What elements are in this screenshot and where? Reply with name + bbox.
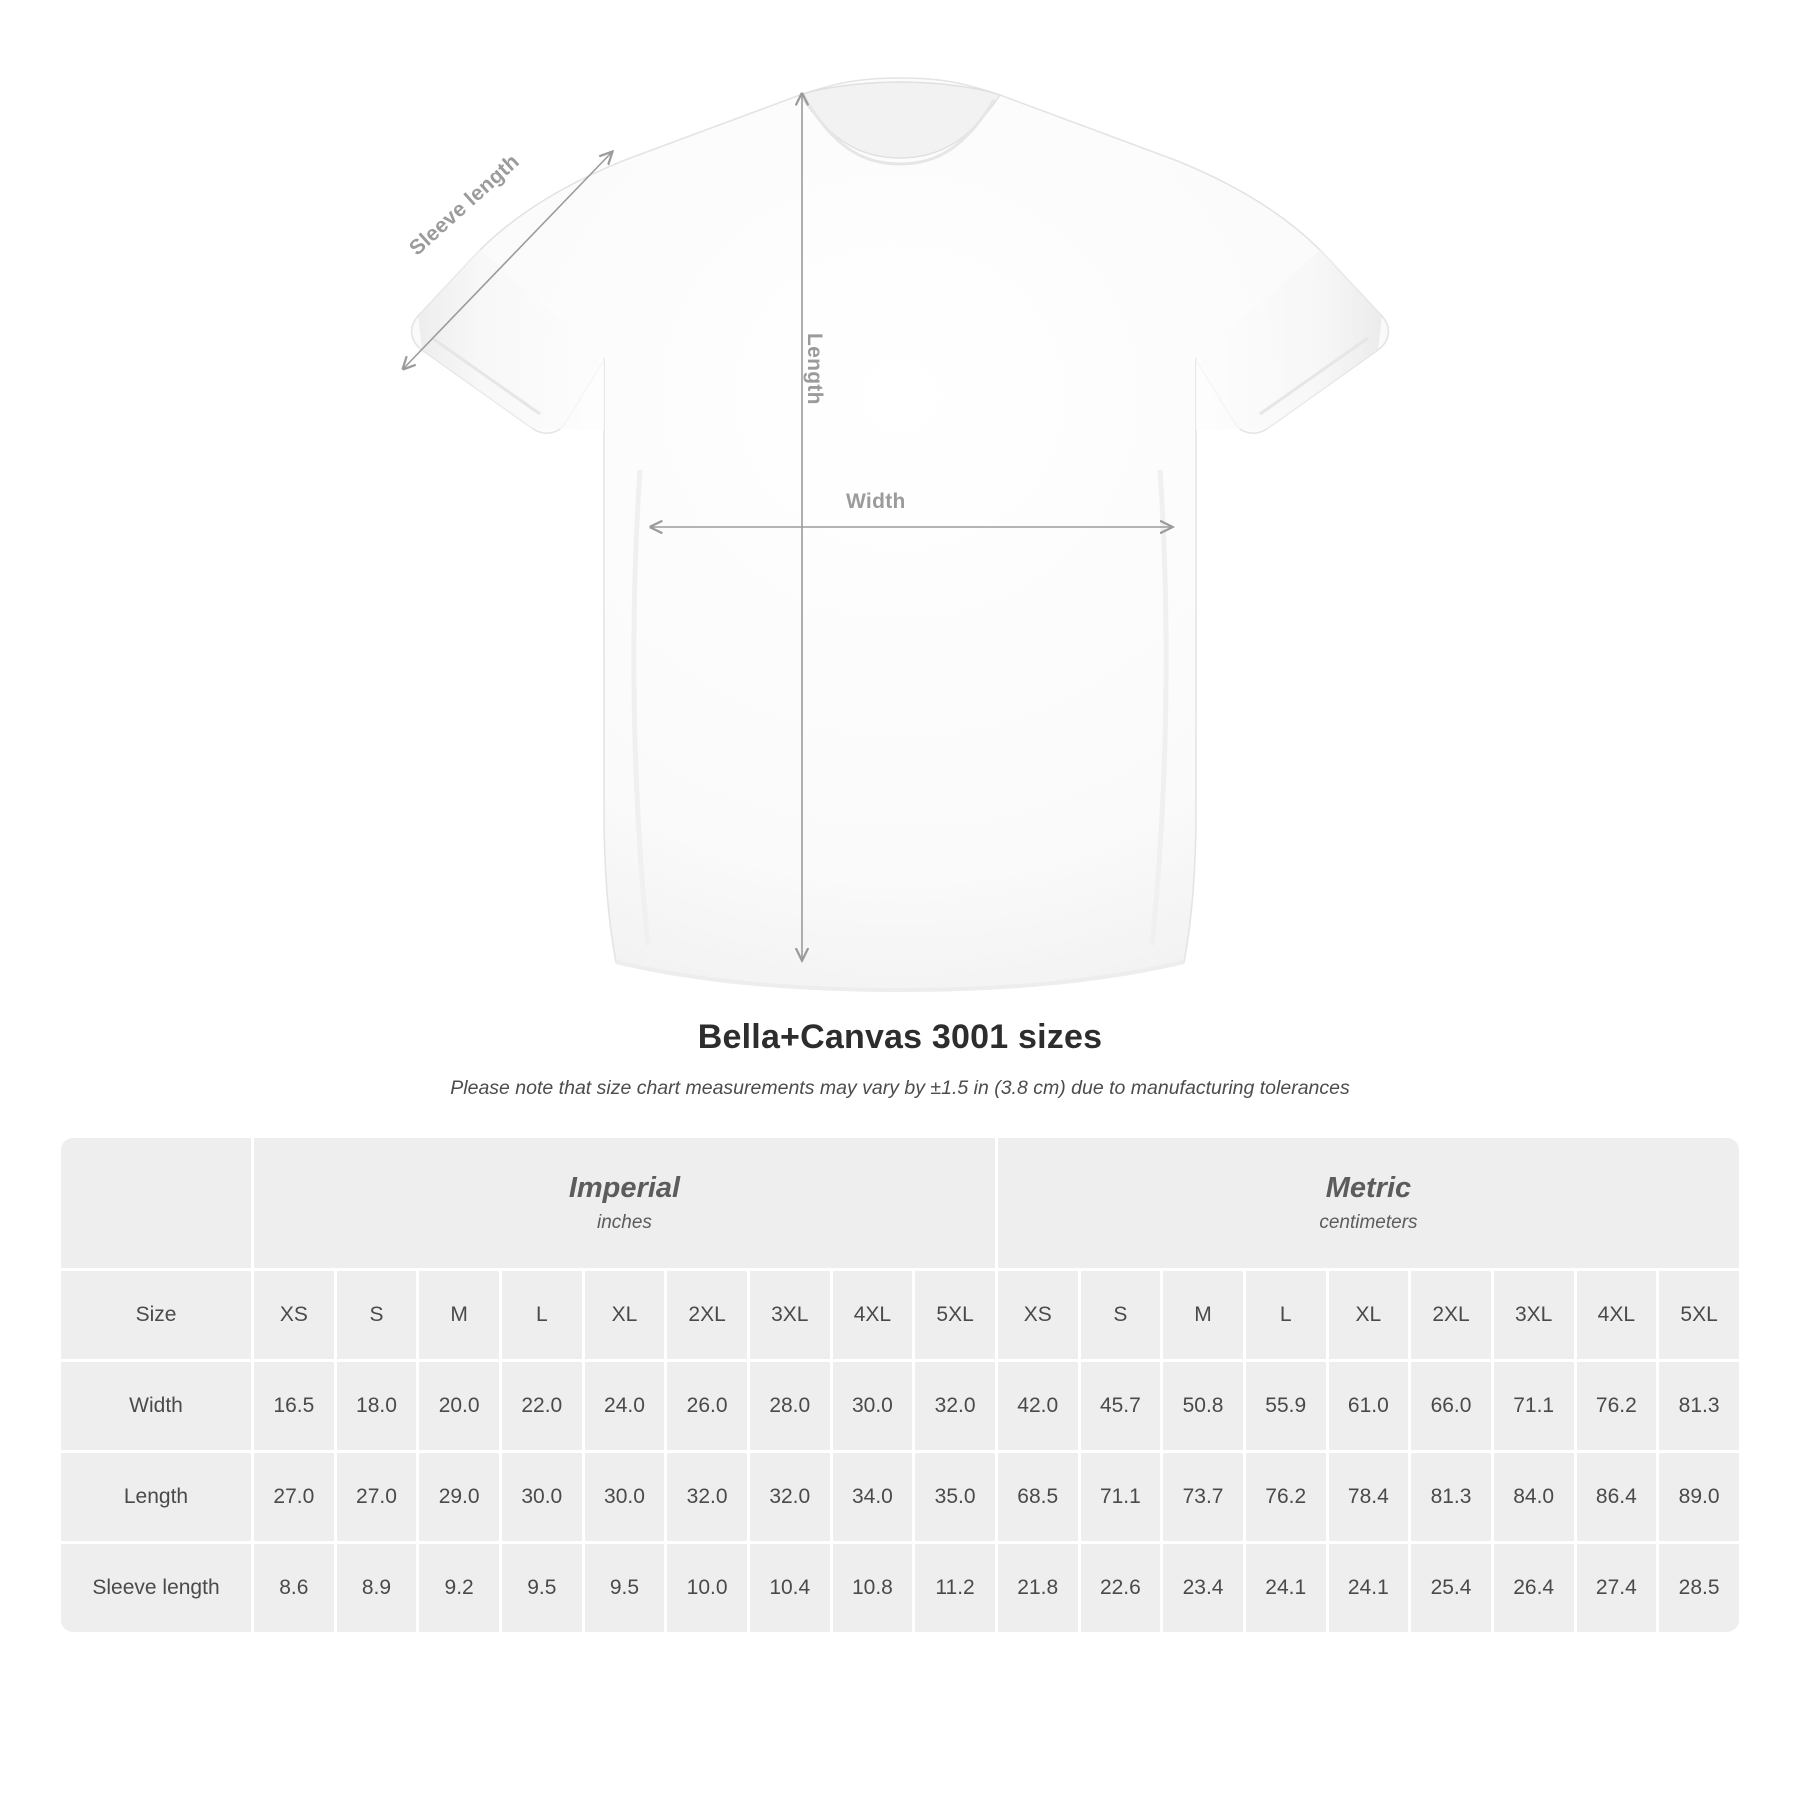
measurement-cell: 34.0: [833, 1453, 913, 1541]
unit-header-row: [61, 1138, 1739, 1268]
measurement-cell: 76.2: [1577, 1362, 1657, 1450]
measurement-cell: 24.0: [585, 1362, 665, 1450]
measurement-cell: 35.0: [915, 1453, 995, 1541]
size-column-header: 5XL: [915, 1271, 995, 1359]
measurement-cell: 26.0: [667, 1362, 747, 1450]
measurement-cell: 28.5: [1659, 1544, 1739, 1632]
measurement-cell: 55.9: [1246, 1362, 1326, 1450]
measurement-cell: 61.0: [1329, 1362, 1409, 1450]
size-column-header: 2XL: [667, 1271, 747, 1359]
size-column-header: 4XL: [1577, 1271, 1657, 1359]
measurement-cell: 71.1: [1081, 1453, 1161, 1541]
measurement-cell: 27.4: [1577, 1544, 1657, 1632]
unit-group-subtitle: inches: [596, 1211, 652, 1233]
measurement-cell: 42.0: [998, 1362, 1078, 1450]
measurement-cell: 16.5: [254, 1362, 334, 1450]
measurement-cell: 30.0: [833, 1362, 913, 1450]
size-column-header: XL: [1329, 1271, 1409, 1359]
row-header-cell: Sleeve length: [61, 1544, 251, 1632]
measurement-cell: 18.0: [337, 1362, 417, 1450]
measurement-cell: 8.9: [337, 1544, 417, 1632]
size-column-header: XS: [998, 1271, 1078, 1359]
measurement-cell: 25.4: [1411, 1544, 1491, 1632]
measurement-cell: 9.5: [502, 1544, 582, 1632]
size-table-wrapper: [58, 1135, 1742, 1635]
shirt-shape: [412, 78, 1389, 990]
row-header-cell: Width: [61, 1362, 251, 1450]
measurement-cell: 21.8: [998, 1544, 1078, 1632]
measurement-cell: 29.0: [419, 1453, 499, 1541]
measurement-cell: 24.1: [1329, 1544, 1409, 1632]
table-row: [61, 1544, 1739, 1632]
unit-group-metric: [998, 1138, 1739, 1268]
measurement-cell: 73.7: [1163, 1453, 1243, 1541]
size-column-header: L: [1246, 1271, 1326, 1359]
table-corner-cell: [61, 1138, 251, 1268]
measurement-cell: 9.5: [585, 1544, 665, 1632]
measurement-cell: 86.4: [1577, 1453, 1657, 1541]
size-column-header: 5XL: [1659, 1271, 1739, 1359]
size-column-header: 2XL: [1411, 1271, 1491, 1359]
measurement-cell: 22.6: [1081, 1544, 1161, 1632]
size-column-header: XS: [254, 1271, 334, 1359]
measurement-cell: 89.0: [1659, 1453, 1739, 1541]
measurement-cell: 11.2: [915, 1544, 995, 1632]
size-header-row: [61, 1271, 1739, 1359]
measurement-cell: 32.0: [667, 1453, 747, 1541]
size-column-header: L: [502, 1271, 582, 1359]
measurement-cell: 78.4: [1329, 1453, 1409, 1541]
size-column-header: 4XL: [833, 1271, 913, 1359]
measurement-cell: 27.0: [337, 1453, 417, 1541]
size-table: [58, 1135, 1742, 1635]
measurement-cell: 24.1: [1246, 1544, 1326, 1632]
measurement-cell: 30.0: [585, 1453, 665, 1541]
measurement-cell: 76.2: [1246, 1453, 1326, 1541]
title-block: [0, 1018, 1800, 1100]
size-column-header: M: [1163, 1271, 1243, 1359]
unit-group-name: Imperial: [568, 1172, 681, 1205]
size-column-header: S: [1081, 1271, 1161, 1359]
size-column-header: 3XL: [750, 1271, 830, 1359]
measurement-cell: 8.6: [254, 1544, 334, 1632]
measurement-cell: 32.0: [750, 1453, 830, 1541]
length-label: Length: [803, 333, 826, 405]
unit-group-subtitle: centimeters: [1319, 1211, 1418, 1233]
measurement-cell: 22.0: [502, 1362, 582, 1450]
measurement-cell: 9.2: [419, 1544, 499, 1632]
measurement-cell: 27.0: [254, 1453, 334, 1541]
sleeve-length-label: Sleeve length: [405, 149, 524, 261]
measurement-cell: 10.8: [833, 1544, 913, 1632]
table-row: [61, 1453, 1739, 1541]
measurement-cell: 10.0: [667, 1544, 747, 1632]
measurement-cell: 50.8: [1163, 1362, 1243, 1450]
measurement-cell: 81.3: [1411, 1453, 1491, 1541]
size-column-header: S: [337, 1271, 417, 1359]
measurement-cell: 28.0: [750, 1362, 830, 1450]
unit-group-imperial: [254, 1138, 995, 1268]
measurement-cell: 45.7: [1081, 1362, 1161, 1450]
measurement-cell: 68.5: [998, 1453, 1078, 1541]
row-header-cell: Length: [61, 1453, 251, 1541]
measurement-cell: 20.0: [419, 1362, 499, 1450]
size-header-cell: Size: [61, 1271, 251, 1359]
measurement-cell: 66.0: [1411, 1362, 1491, 1450]
size-column-header: XL: [585, 1271, 665, 1359]
measurement-cell: 84.0: [1494, 1453, 1574, 1541]
unit-group-name: Metric: [1325, 1172, 1412, 1205]
tolerance-note: Please note that size chart measurements may vary by ±1.5 in (3.8 cm) due to manufacturing tolerances: [450, 1077, 1350, 1099]
table-row: [61, 1362, 1739, 1450]
measurement-cell: 81.3: [1659, 1362, 1739, 1450]
measurement-cell: 23.4: [1163, 1544, 1243, 1632]
measurement-cell: 30.0: [502, 1453, 582, 1541]
measurement-cell: 10.4: [750, 1544, 830, 1632]
width-label: Width: [846, 490, 906, 513]
measurement-cell: 32.0: [915, 1362, 995, 1450]
measurement-cell: 71.1: [1494, 1362, 1574, 1450]
page-title: Bella+Canvas 3001 sizes: [697, 1018, 1103, 1056]
measurement-cell: 26.4: [1494, 1544, 1574, 1632]
size-column-header: M: [419, 1271, 499, 1359]
size-column-header: 3XL: [1494, 1271, 1574, 1359]
